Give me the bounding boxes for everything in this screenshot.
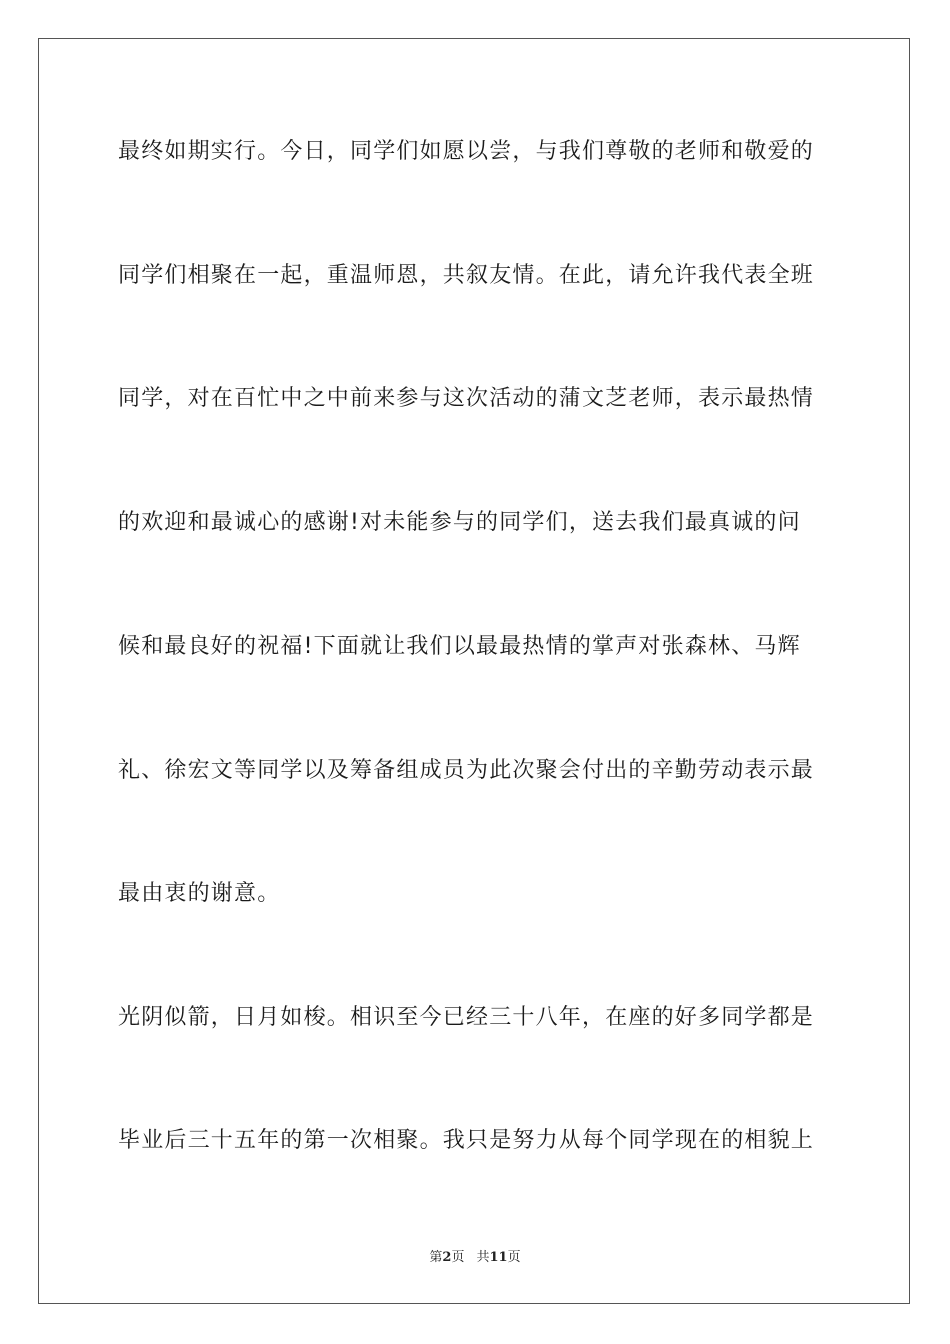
page-prefix: 第 — [429, 1250, 443, 1265]
body-text-line-6: 礼、徐宏文等同学以及筹备组成员为此次聚会付出的辛勤劳动表示最 — [118, 758, 815, 783]
page-suffix: 页 — [451, 1250, 465, 1265]
body-text-line-4: 的欢迎和最诚心的感谢!对未能参与的同学们，送去我们最真诚的问 — [118, 510, 801, 535]
total-prefix: 共 — [476, 1250, 490, 1265]
body-text-line-1: 最终如期实行。今日，同学们如愿以尝，与我们尊敬的老师和敬爱的 — [118, 139, 815, 164]
body-text-line-3: 同学，对在百忙中之中前来参与这次活动的蒲文芝老师，表示最热情 — [118, 386, 815, 411]
total-pages: 11 — [489, 1250, 508, 1265]
body-text-line-8: 光阴似箭，日月如梭。相识至今已经三十八年，在座的好多同学都是 — [118, 1005, 815, 1030]
page-footer — [0, 1246, 950, 1265]
body-text-line-2: 同学们相聚在一起，重温师恩，共叙友情。在此，请允许我代表全班 — [118, 263, 815, 288]
page-number: 2 — [442, 1250, 452, 1265]
total-suffix: 页 — [507, 1250, 521, 1265]
page-border — [38, 38, 910, 1304]
body-text-line-7: 最由衷的谢意。 — [118, 881, 281, 906]
body-text-line-5: 候和最良好的祝福!下面就让我们以最最热情的掌声对张森林、马辉 — [118, 634, 801, 659]
body-text-line-9: 毕业后三十五年的第一次相聚。我只是努力从每个同学现在的相貌上 — [118, 1128, 815, 1153]
